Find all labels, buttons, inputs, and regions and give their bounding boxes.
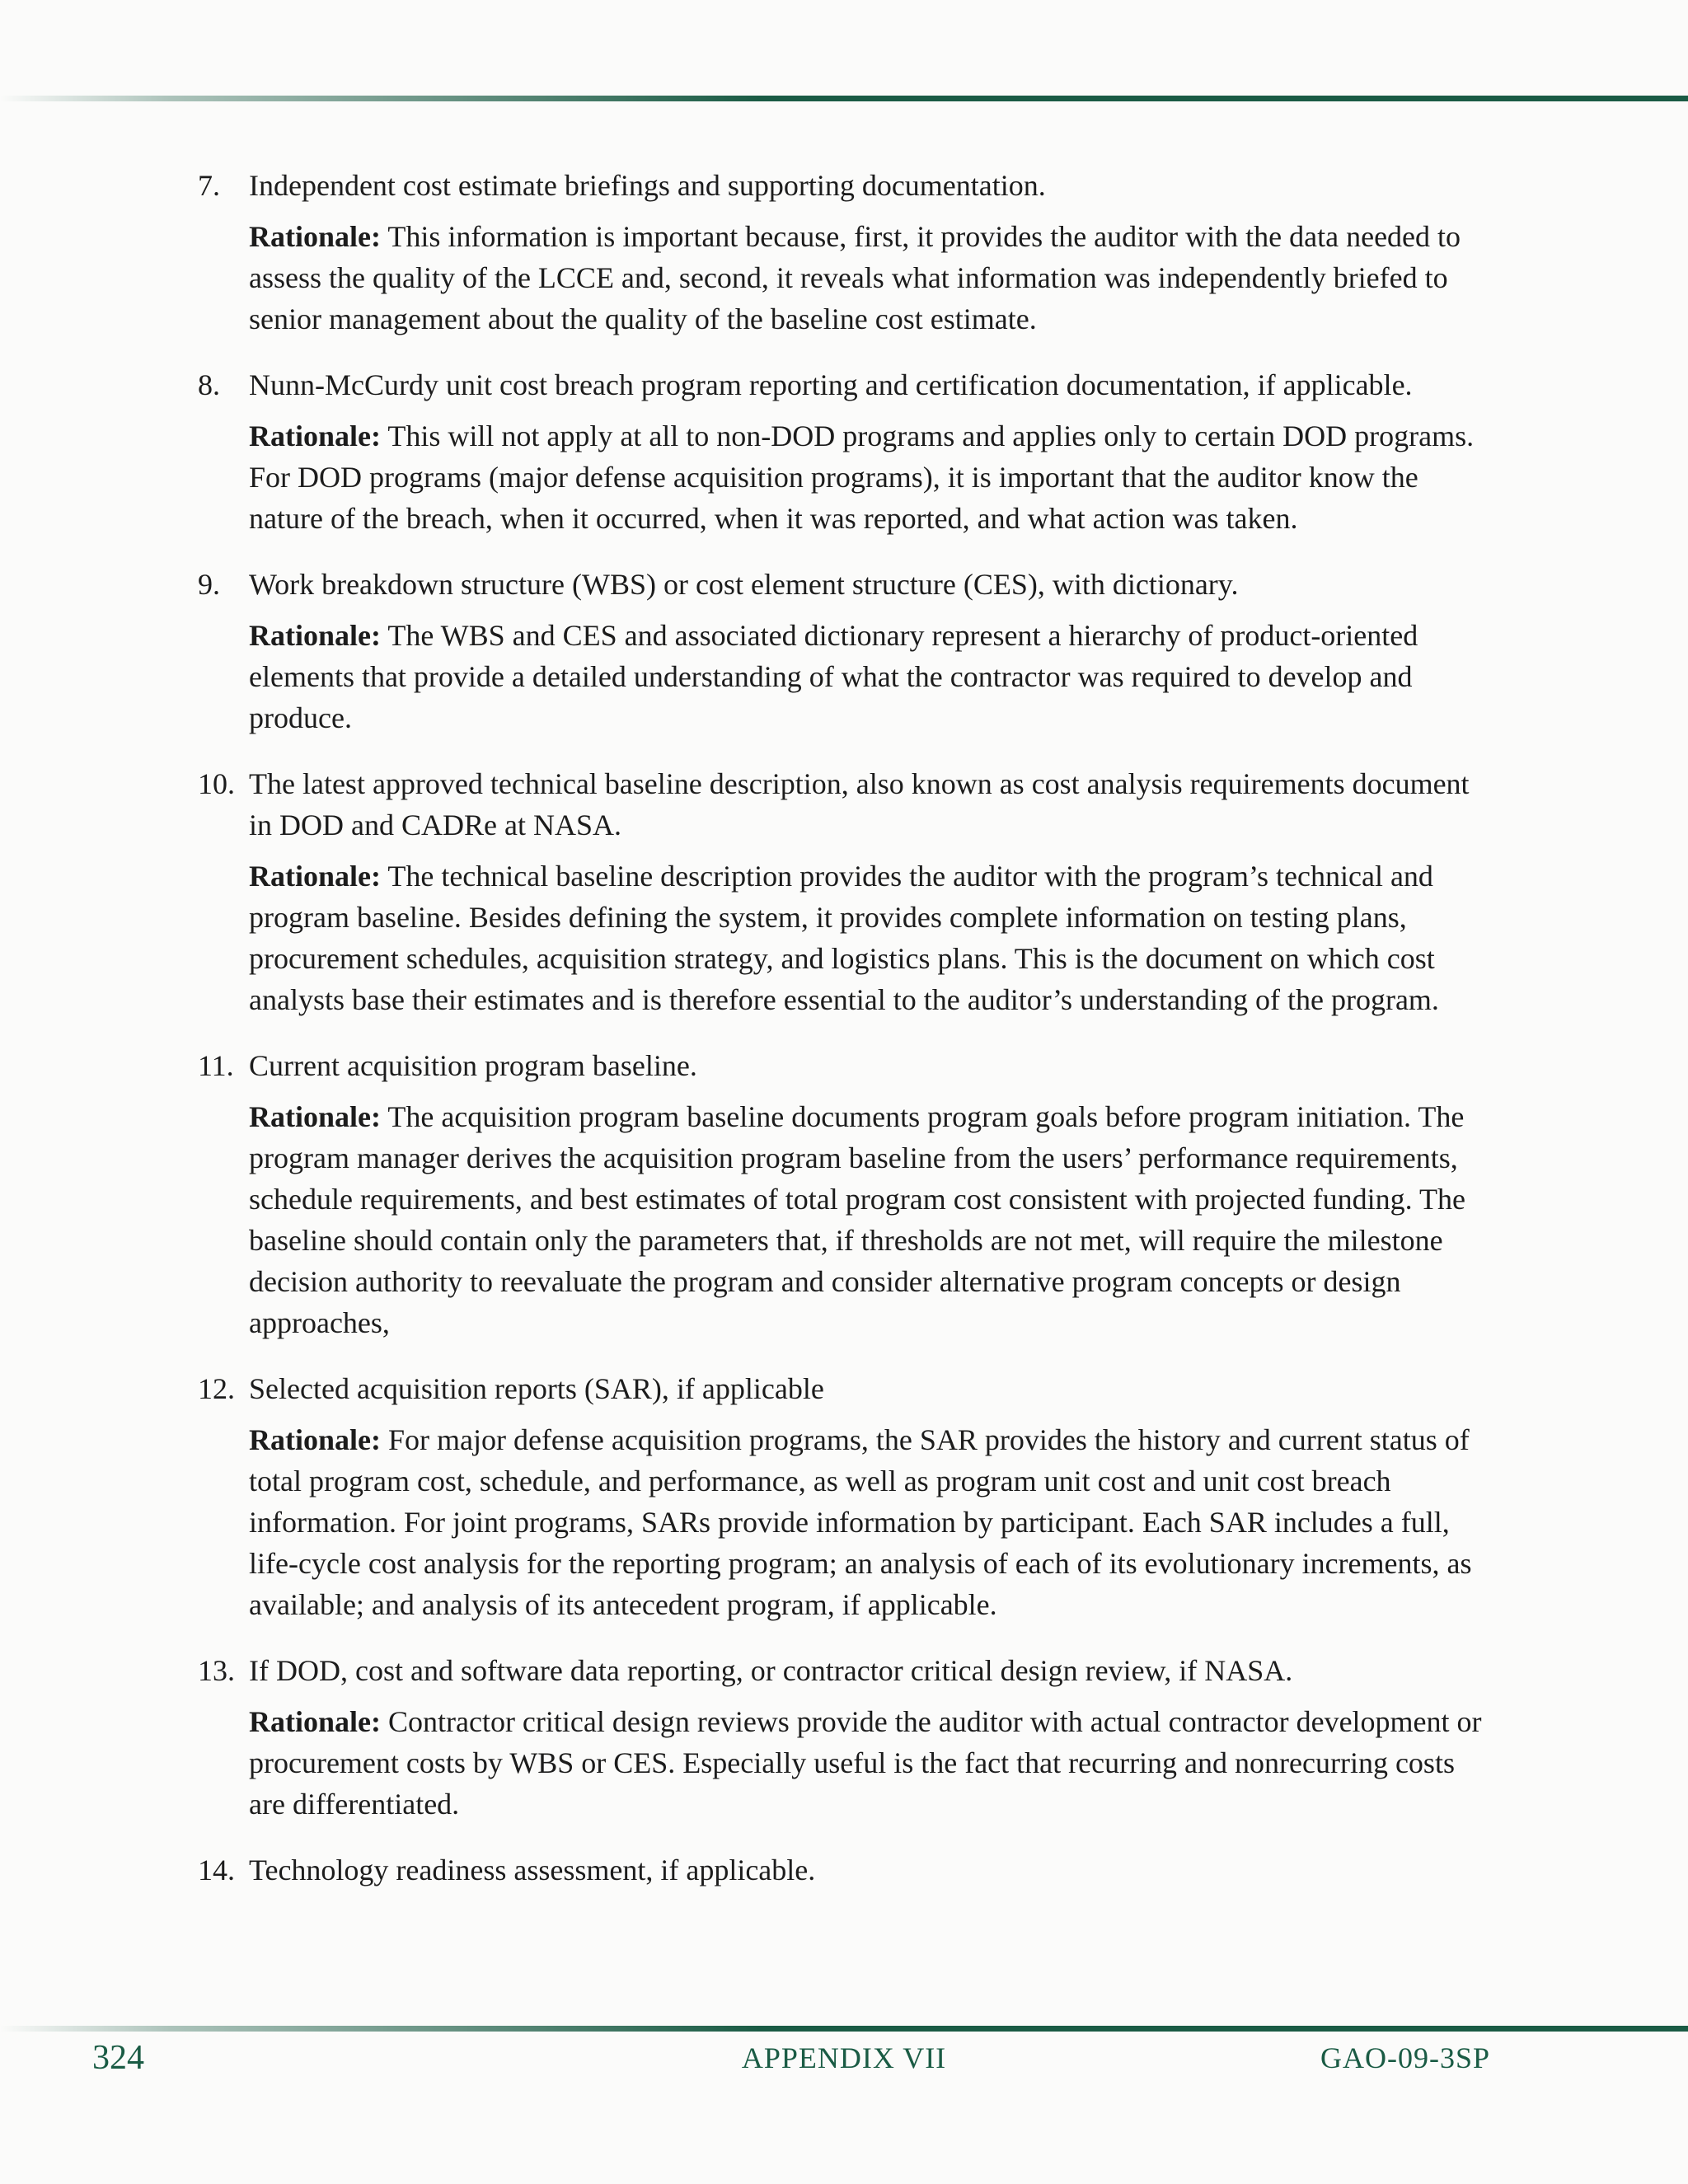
- rationale-text: This will not apply at all to non-DOD programs and applies only to certain DOD programs. For DOD programs (major defense acquisition programs), it is important that the auditor know the nature of the breach, when it occurred, when it was reported, and what action was taken.: [249, 419, 1475, 535]
- list-item-number: 9.: [198, 568, 220, 601]
- list-item-number: 7.: [198, 169, 220, 202]
- rationale-paragraph: [198, 1419, 1492, 1625]
- list-item-heading: [198, 364, 1492, 405]
- list-item-title: Work breakdown structure (WBS) or cost element structure (CES), with dictionary.: [249, 568, 1239, 601]
- rationale-paragraph: [198, 415, 1492, 539]
- list-item-title: Current acquisition program baseline.: [249, 1049, 697, 1082]
- rationale-label: Rationale:: [249, 619, 381, 652]
- rationale-label: Rationale:: [249, 1705, 381, 1738]
- footer-report-id: GAO-09-3SP: [1320, 2041, 1490, 2074]
- list-item-number: 12.: [198, 1372, 235, 1405]
- list-item-14: [198, 1849, 1492, 1891]
- list-item-number: 14.: [198, 1854, 235, 1886]
- footer-rule: [0, 2026, 1688, 2032]
- rationale-label: Rationale:: [249, 1100, 381, 1133]
- header-rule: [0, 96, 1688, 101]
- document-body: [198, 165, 1492, 1915]
- list-item-heading: [198, 763, 1492, 846]
- list-item-heading: [198, 1368, 1492, 1409]
- list-item-heading: [198, 564, 1492, 605]
- list-item-8: [198, 364, 1492, 539]
- rationale-label: Rationale:: [249, 419, 381, 452]
- list-item-11: [198, 1045, 1492, 1343]
- list-item-heading: [198, 1045, 1492, 1086]
- rationale-text: For major defense acquisition programs, the SAR provides the history and current status of total program cost, schedule, and performance, as well as program unit cost and unit cost breach information. For joint programs, SARs provide information by participant. Each SAR includes a full, life-cycle cost analysis for the reporting program; an analysis of each of its evolutionary increments, as available; and analysis of its antecedent program, if applicable.: [249, 1423, 1472, 1621]
- rationale-label: Rationale:: [249, 220, 381, 253]
- rationale-paragraph: [198, 855, 1492, 1020]
- rationale-paragraph: [198, 615, 1492, 738]
- list-item-title: Independent cost estimate briefings and supporting documentation.: [249, 169, 1046, 202]
- rationale-paragraph: [198, 1701, 1492, 1825]
- footer-section: APPENDIX VII: [741, 2041, 947, 2074]
- rationale-text: This information is important because, first, it provides the auditor with the data needed to assess the quality of the LCCE and, second, it reveals what information was independently briefed to senior management about the quality of the baseline cost estimate.: [249, 220, 1461, 335]
- list-item-7: [198, 165, 1492, 340]
- list-item-title: Nunn-McCurdy unit cost breach program reporting and certification documentation, if applicable.: [249, 368, 1413, 401]
- rationale-text: The technical baseline description provides the auditor with the program’s technical and program baseline. Besides defining the system, it provides complete information on testing plans, procurement schedules, acquisition strategy, and logistics plans. This is the document on which cost analysts base their estimates and is therefore essential to the auditor’s understanding of the program.: [249, 860, 1439, 1016]
- rationale-paragraph: [198, 216, 1492, 340]
- rationale-paragraph: [198, 1096, 1492, 1343]
- list-item-10: [198, 763, 1492, 1020]
- list-item-title: The latest approved technical baseline description, also known as cost analysis requirements document in DOD and CADRe at NASA.: [249, 767, 1470, 841]
- rationale-text: Contractor critical design reviews provide the auditor with actual contractor development or procurement costs by WBS or CES. Especially useful is the fact that recurring and nonrecurring costs are differentiated.: [249, 1705, 1482, 1821]
- list-item-heading: [198, 165, 1492, 206]
- list-item-title: If DOD, cost and software data reporting, or contractor critical design review, if NASA.: [249, 1654, 1293, 1687]
- list-item-12: [198, 1368, 1492, 1625]
- rationale-text: The acquisition program baseline documents program goals before program initiation. The program manager derives the acquisition program baseline from the users’ performance requirements, schedule requirements, and best estimates of total program cost consistent with projected funding. The baseline should contain only the parameters that, if thresholds are not met, will require the milestone decision authority to reevaluate the program and consider alternative program concepts or design approaches,: [249, 1100, 1465, 1339]
- rationale-text: The WBS and CES and associated dictionary represent a hierarchy of product-oriented elements that provide a detailed understanding of what the contractor was required to develop and produce.: [249, 619, 1418, 734]
- list-item-heading: [198, 1650, 1492, 1691]
- rationale-label: Rationale:: [249, 860, 381, 893]
- rationale-label: Rationale:: [249, 1423, 381, 1456]
- list-item-9: [198, 564, 1492, 738]
- list-item-number: 11.: [198, 1049, 234, 1082]
- list-item-heading: [198, 1849, 1492, 1891]
- list-item-title: Selected acquisition reports (SAR), if applicable: [249, 1372, 824, 1405]
- page-number: 324: [92, 2039, 144, 2077]
- list-item-number: 13.: [198, 1654, 235, 1687]
- list-item-title: Technology readiness assessment, if applicable.: [249, 1854, 816, 1886]
- list-item-number: 10.: [198, 767, 235, 800]
- list-item-number: 8.: [198, 368, 220, 401]
- list-item-13: [198, 1650, 1492, 1825]
